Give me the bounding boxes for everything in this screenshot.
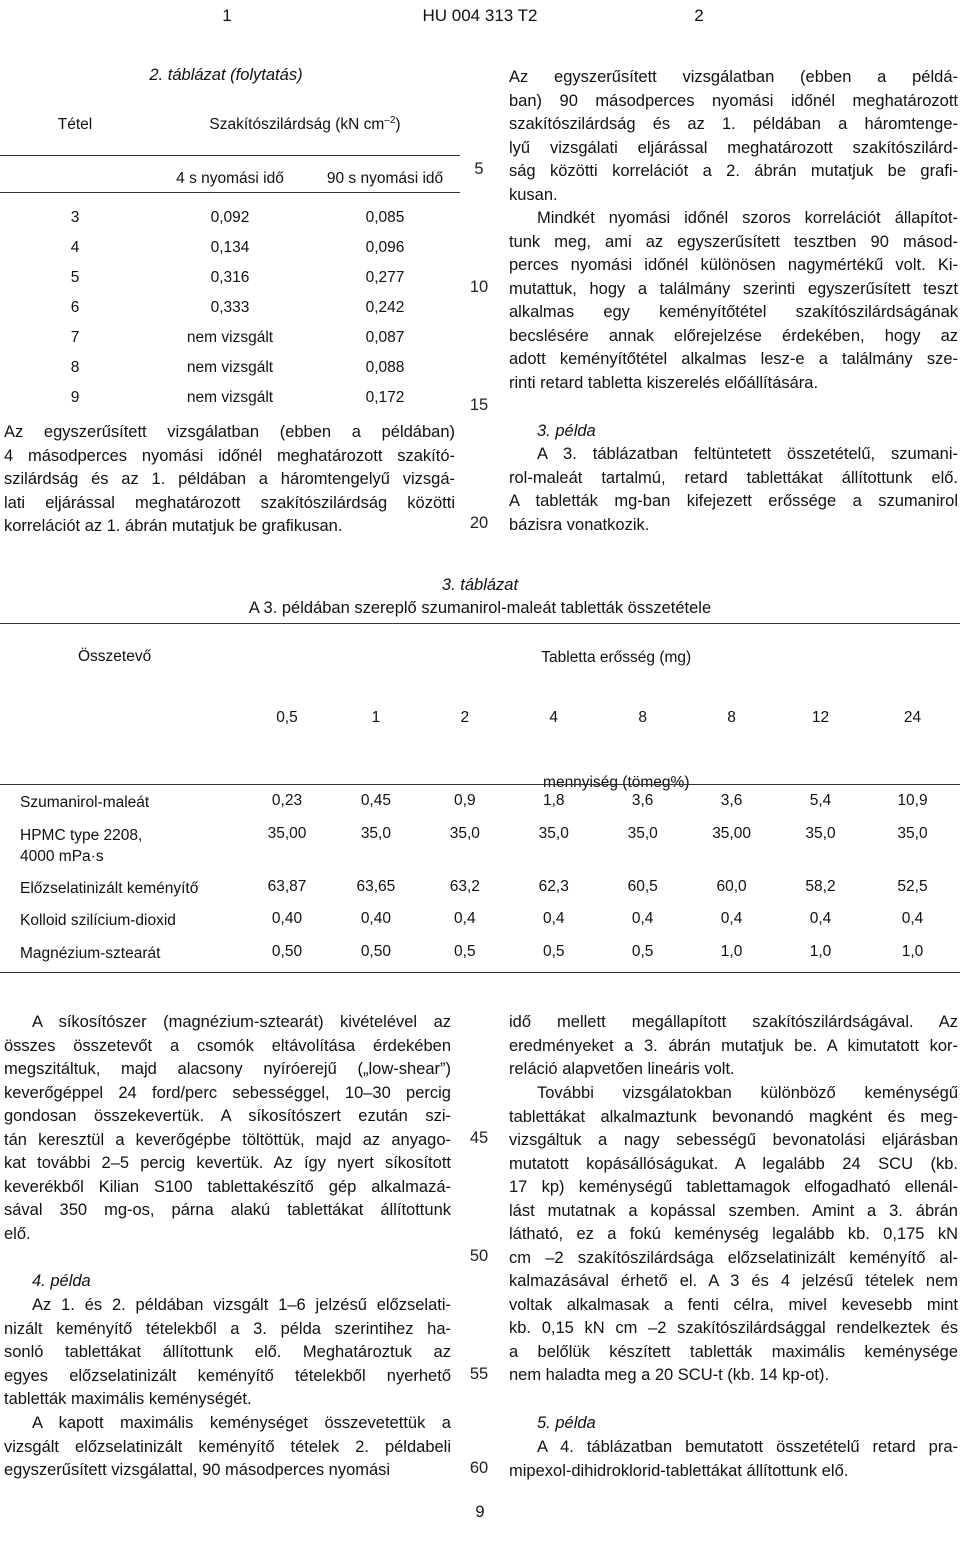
table3-cell: 60,0 bbox=[716, 878, 747, 895]
table3-component-name bbox=[0, 785, 243, 818]
table3-cell: 63,65 bbox=[356, 878, 396, 895]
table3-cell: 35,0 bbox=[449, 825, 480, 842]
table3-component-name-line: 4000 mPa·s bbox=[20, 848, 104, 865]
example4-paragraph-1 bbox=[4, 1294, 451, 1412]
table2-cell: 0,096 bbox=[365, 239, 405, 256]
line-number: 15 bbox=[469, 396, 489, 414]
table3-cell: 0,5 bbox=[454, 943, 476, 960]
table3-cell: 0,4 bbox=[809, 910, 832, 927]
text-line: cm –2 szakítószilárdsága előzselatinizált keményítő al- bbox=[509, 1248, 958, 1267]
table3-cell: 0,50 bbox=[271, 943, 303, 960]
table2-cell: 0,172 bbox=[365, 389, 405, 406]
text-line: 17 kp) keménységű tablettamagok elfogadható ellenál- bbox=[509, 1178, 958, 1196]
text-line: lást mutatnak a kopással szemben. Amint a 3. ábrán bbox=[509, 1201, 958, 1220]
example3-heading: 3. példa bbox=[537, 422, 596, 440]
text-line: megszitáltuk, majd alacsony nyíróerejű („low-shear”) bbox=[4, 1060, 451, 1078]
table3-cell: 0,40 bbox=[360, 910, 391, 927]
table3-cell: 35,0 bbox=[897, 825, 928, 842]
left-page-number: 1 bbox=[222, 6, 232, 25]
text-line: becslésére annak előrejelzése érdekében, hogy az bbox=[509, 326, 958, 345]
table3-strength-header: 4 bbox=[549, 709, 559, 726]
text-line: adott keményítőtétel alkalmas lesz-e a találmány sze- bbox=[509, 350, 958, 368]
text-line: mipexol-dihidroklorid-tablettákat állítottunk elő. bbox=[509, 1461, 849, 1480]
text-line: gondosan összekevertük. A síkosítószert ezután szi- bbox=[4, 1107, 451, 1125]
table3-strength-header: 0,5 bbox=[276, 709, 298, 726]
table3-cell: 0,23 bbox=[271, 792, 303, 809]
text-line: A tabletták mg-ban kifejezett erőssége a szumanirol bbox=[509, 492, 958, 510]
text-line: ság közötti korrelációt a 2. ábrán mutatjuk be grafi- bbox=[509, 162, 958, 180]
table2-cell: 6 bbox=[70, 299, 80, 316]
table2-row bbox=[0, 203, 460, 233]
table2-cell: 0,087 bbox=[365, 329, 405, 346]
line-number: 55 bbox=[469, 1365, 489, 1383]
table3-cell: 0,4 bbox=[542, 910, 565, 927]
table2-cell: 0,088 bbox=[365, 359, 405, 376]
table3-bottom-rule bbox=[0, 972, 960, 973]
table2-cell: 4 bbox=[70, 239, 80, 256]
table3-cell: 52,5 bbox=[897, 878, 928, 895]
table3-component-name bbox=[0, 903, 243, 936]
text-line: Mindkét nyomási időnél szoros korrelációt állapítot- bbox=[537, 209, 958, 227]
table3-cell: 35,00 bbox=[267, 825, 307, 842]
table2-cell: 0,333 bbox=[210, 299, 250, 316]
table3-cell: 35,0 bbox=[805, 825, 836, 842]
table2-cell: 0,277 bbox=[365, 269, 405, 286]
text-line: reláció alapvetően lineáris volt. bbox=[509, 1060, 735, 1078]
table2-cell: 7 bbox=[70, 329, 80, 346]
table2-rule bbox=[0, 192, 460, 193]
right-page-number: 2 bbox=[694, 6, 704, 25]
text-line: További vizsgálatokban különböző keménységű bbox=[537, 1084, 958, 1102]
table3-row bbox=[0, 903, 960, 936]
table2-row bbox=[0, 323, 460, 353]
table3-title: 3. táblázat bbox=[441, 576, 519, 594]
table3-component-name bbox=[0, 818, 243, 871]
text-line: elő. bbox=[4, 1224, 31, 1243]
table3-cell: 63,2 bbox=[449, 878, 480, 895]
text-line: rol-maleát tartalmú, retard tablettákat állítottunk elő. bbox=[509, 468, 958, 487]
text-line: tán keresztül a keverőgépbe töltöttük, majd az anyago- bbox=[4, 1130, 451, 1149]
text-line: nem haladta meg a 20 SCU-t (kb. 14 kp-ot). bbox=[509, 1366, 830, 1384]
table3-cell: 58,2 bbox=[805, 878, 836, 895]
table3-cell: 0,45 bbox=[360, 792, 391, 809]
table3-cell: 5,4 bbox=[809, 792, 832, 809]
table3-component-name bbox=[0, 871, 243, 903]
text-line: ban) 90 másodperces nyomási időnél meghatározott bbox=[509, 91, 958, 110]
text-line: idő mellett megállapított szakítószilárdságával. Az bbox=[509, 1013, 958, 1031]
text-line: a belőlük készített tabletták maximális keménysége bbox=[509, 1342, 958, 1361]
text-line: kb. 0,15 kN cm –2 szakítószilárdsággal rendelkeztek és bbox=[509, 1319, 958, 1337]
document-number: HU 004 313 T2 bbox=[422, 6, 538, 25]
text-line: sával 350 mg-os, párna alakú tablettákat állítottunk bbox=[4, 1201, 451, 1219]
table3-row bbox=[0, 936, 960, 969]
table3-strength-header: 8 bbox=[638, 709, 647, 726]
text-line: Az egyszerűsített vizsgálatban (ebben a példá- bbox=[509, 68, 958, 86]
text-line: lyű vizsgálati eljárással meghatározott szakítószilárd- bbox=[509, 138, 958, 157]
table2-header-4s: 4 s nyomási idő bbox=[176, 170, 284, 187]
table2-cell: 9 bbox=[70, 389, 80, 406]
text-line: sonló tablettákat állítottunk elő. Meghatároztuk az bbox=[4, 1343, 451, 1361]
table3-strength-header: 24 bbox=[903, 709, 922, 726]
table2-row bbox=[0, 233, 460, 263]
table3-row bbox=[0, 818, 960, 871]
table3-cell: 63,87 bbox=[267, 878, 307, 895]
table3-cell: 0,5 bbox=[631, 943, 654, 960]
table3-cell: 62,3 bbox=[538, 878, 569, 895]
table3-cell: 0,40 bbox=[271, 910, 303, 927]
text-line: A kapott maximális keménységet összevetettük a bbox=[32, 1414, 451, 1432]
table2-cell: 3 bbox=[70, 209, 80, 226]
table3-cell: 3,6 bbox=[720, 792, 743, 809]
table3-subtitle: A 3. példában szereplő szumanirol-maleát tabletták összetétele bbox=[248, 599, 712, 617]
text-line: szilárdság és az 1. példában a háromtengelyű vizsgá- bbox=[4, 470, 455, 488]
table2-header-90s: 90 s nyomási idő bbox=[326, 170, 444, 187]
table3-body bbox=[0, 785, 960, 969]
text-line: A 4. táblázatban bemutatott összetételű retard pra- bbox=[537, 1438, 958, 1456]
table2-cell: 0,316 bbox=[210, 269, 250, 286]
text-line: vizsgált előzselatinizált keményítő tételek 2. példabeli bbox=[4, 1437, 451, 1456]
table3-cell: 10,9 bbox=[897, 792, 928, 809]
bottom-right-paragraph-2 bbox=[509, 1082, 958, 1388]
text-line: Az egyszerűsített vizsgálatban (ebben a példában) bbox=[4, 423, 455, 441]
table2-row bbox=[0, 383, 460, 413]
table2-cell: 0,242 bbox=[365, 299, 405, 316]
table3-strength-header: 2 bbox=[460, 709, 470, 726]
example5-text bbox=[509, 1436, 958, 1483]
text-line: rinti retard tabletta kiszerelés előállítására. bbox=[509, 373, 819, 392]
right-paragraph-2 bbox=[509, 207, 958, 395]
table2 bbox=[0, 95, 460, 413]
line-number: 45 bbox=[469, 1129, 489, 1147]
text-line: összes összetevőt a csomók eltávolítása érdekében bbox=[4, 1036, 451, 1055]
text-line: A 3. táblázatban feltüntetett összetételű, szumani- bbox=[537, 445, 958, 463]
table2-cell: nem vizsgált bbox=[186, 359, 274, 376]
table3-component-name-line: Kolloid szilícium-dioxid bbox=[20, 912, 176, 929]
text-line: Az 1. és 2. példában vizsgált 1–6 jelzésű előzselati- bbox=[32, 1296, 451, 1314]
text-line: tablettákat alkalmaztunk bevonandó magként és meg- bbox=[509, 1107, 958, 1126]
table3-header-strength: Tabletta erősség (mg) bbox=[541, 649, 692, 666]
text-line: voltak alkalmasak a fenti célra, mivel kevesebb mint bbox=[509, 1295, 958, 1314]
example4-paragraph-2 bbox=[4, 1412, 451, 1483]
table2-row bbox=[0, 263, 460, 293]
text-line: mutatott kopásállóságukat. A legalább 24 SCU (kb. bbox=[509, 1154, 958, 1173]
table2-header-strength: Szakítószilárdság (kN $cm^{-2}$) bbox=[209, 115, 401, 134]
table3-component-name bbox=[0, 936, 243, 969]
table3-strength-header: 8 bbox=[727, 709, 736, 726]
text-line: korrelációt az 1. ábrán mutatjuk be grafikusan. bbox=[4, 517, 343, 535]
text-line: kat további 2–5 percig kevertük. Az így nyert síkosított bbox=[4, 1154, 451, 1172]
table3-row bbox=[0, 871, 960, 903]
bottom-right-paragraph-1 bbox=[509, 1011, 958, 1082]
table3-cell: 0,50 bbox=[360, 943, 391, 960]
line-number: 60 bbox=[469, 1459, 489, 1477]
example3-text bbox=[509, 443, 958, 537]
table2-header-item: Tétel bbox=[57, 116, 93, 133]
table3-cell: 60,5 bbox=[627, 878, 658, 895]
text-line: tabletták maximális keménységét. bbox=[4, 1390, 252, 1408]
bottom-left-paragraph-1 bbox=[4, 1011, 451, 1246]
table3-cell: 0,9 bbox=[454, 792, 476, 809]
table2-cell: 5 bbox=[70, 269, 80, 286]
table2-row bbox=[0, 293, 460, 323]
table2-title: 2. táblázat (folytatás) bbox=[149, 66, 303, 84]
table3-cell: 1,0 bbox=[809, 943, 832, 960]
table3-cell: 35,0 bbox=[627, 825, 658, 842]
table2-row bbox=[0, 353, 460, 383]
table3-header-component: Összetevő bbox=[78, 648, 152, 665]
text-line: keverékből Kilian S100 tablettakészítő gép alkalmazá- bbox=[4, 1177, 451, 1196]
table2-cell: nem vizsgált bbox=[186, 389, 274, 406]
text-line: vizsgáltuk a nagy sebességű bevonatolási eljárásban bbox=[509, 1131, 958, 1149]
table3-row bbox=[0, 785, 960, 818]
table3-cell: 35,0 bbox=[360, 825, 391, 842]
table2-cell: 8 bbox=[70, 359, 80, 376]
table3-cell: 0,4 bbox=[720, 910, 743, 927]
example5-heading: 5. példa bbox=[537, 1414, 596, 1432]
text-line: keverőgéppel 24 ford/perc sebességgel, 10–30 percig bbox=[4, 1083, 451, 1102]
table2-rule bbox=[0, 155, 460, 156]
table3-cell: 35,0 bbox=[538, 825, 569, 842]
line-number: 5 bbox=[474, 160, 484, 178]
line-number: 10 bbox=[469, 278, 489, 296]
table3-cell: 0,4 bbox=[901, 910, 924, 927]
table3-component-name-line: Szumanirol-maleát bbox=[20, 794, 150, 811]
table3-strength-header: 12 bbox=[811, 709, 830, 726]
text-line: 4 másodperces nyomási időnél meghatározott szakító- bbox=[4, 446, 455, 465]
text-line: perces nyomási időnél különösen nagymértékű volt. Ki- bbox=[509, 256, 958, 274]
text-line: eredményeket a 3. ábrán mutatjuk be. A kimutatott kor- bbox=[509, 1036, 958, 1055]
text-line: tunk meg, ami az egyszerűsített tesztben 90 másod- bbox=[509, 232, 958, 251]
table3-component-name-line: HPMC type 2208, bbox=[20, 827, 143, 844]
text-line: A síkosítószer (magnézium-sztearát) kivételével az bbox=[32, 1013, 451, 1031]
text-line: szakítószilárdság és az 1. példában a háromtenge- bbox=[509, 115, 958, 133]
table2-cell: 0,134 bbox=[210, 239, 250, 256]
text-line: egyszerűsített vizsgálattal, 90 másodperces nyomási bbox=[4, 1461, 391, 1479]
line-number: 50 bbox=[469, 1247, 489, 1265]
text-line: bázisra vonatkozik. bbox=[509, 515, 650, 534]
text-line: alkalmas egy keményítőtétel szakítószilárdságának bbox=[509, 303, 958, 321]
text-line: kalmazásával érhető el. A 3 és 4 jelzésű tételek nem bbox=[509, 1272, 958, 1290]
page-number: 9 bbox=[475, 1503, 485, 1521]
table3-cell: 35,00 bbox=[712, 825, 751, 842]
right-paragraph-1 bbox=[509, 66, 958, 207]
text-line: kusan. bbox=[509, 185, 558, 204]
table3-cell: 1,8 bbox=[542, 792, 565, 809]
text-line: lati eljárással meghatározott szakítószilárdság közötti bbox=[4, 493, 455, 512]
text-line: egyes előzselatinizált keményítő tételekből nyerhető bbox=[4, 1366, 451, 1385]
line-number: 20 bbox=[469, 514, 489, 532]
table2-cell: 0,085 bbox=[365, 209, 405, 226]
text-line: nizált keményítő tételekből a 3. példa szerintihez ha- bbox=[4, 1319, 451, 1338]
table2-cell: nem vizsgált bbox=[186, 329, 274, 346]
table2-cell: 0,092 bbox=[210, 209, 250, 226]
table3-cell: 1,0 bbox=[901, 943, 924, 960]
table3-strength-header: 1 bbox=[371, 709, 381, 726]
table3-component-name-line: Előzselatinizált keményítő bbox=[20, 880, 199, 897]
example4-heading: 4. példa bbox=[32, 1272, 91, 1290]
table3-cell: 0,4 bbox=[631, 910, 654, 927]
text-line: látható, ez a fokú keménység legalább kb. 0,175 kN bbox=[509, 1225, 958, 1243]
left-paragraph-1 bbox=[4, 421, 455, 539]
text-line: mutattuk, hogy a találmány szerinti egyszerűsített teszt bbox=[509, 279, 958, 298]
table3-cell: 1,0 bbox=[720, 943, 743, 960]
table3-cell: 0,4 bbox=[454, 910, 476, 927]
table3-cell: 0,5 bbox=[542, 943, 565, 960]
table3-component-name-line: Magnézium-sztearát bbox=[20, 945, 161, 962]
table3-cell: 3,6 bbox=[631, 792, 654, 809]
table3-unit: mennyiség (tömeg%) bbox=[543, 774, 690, 791]
